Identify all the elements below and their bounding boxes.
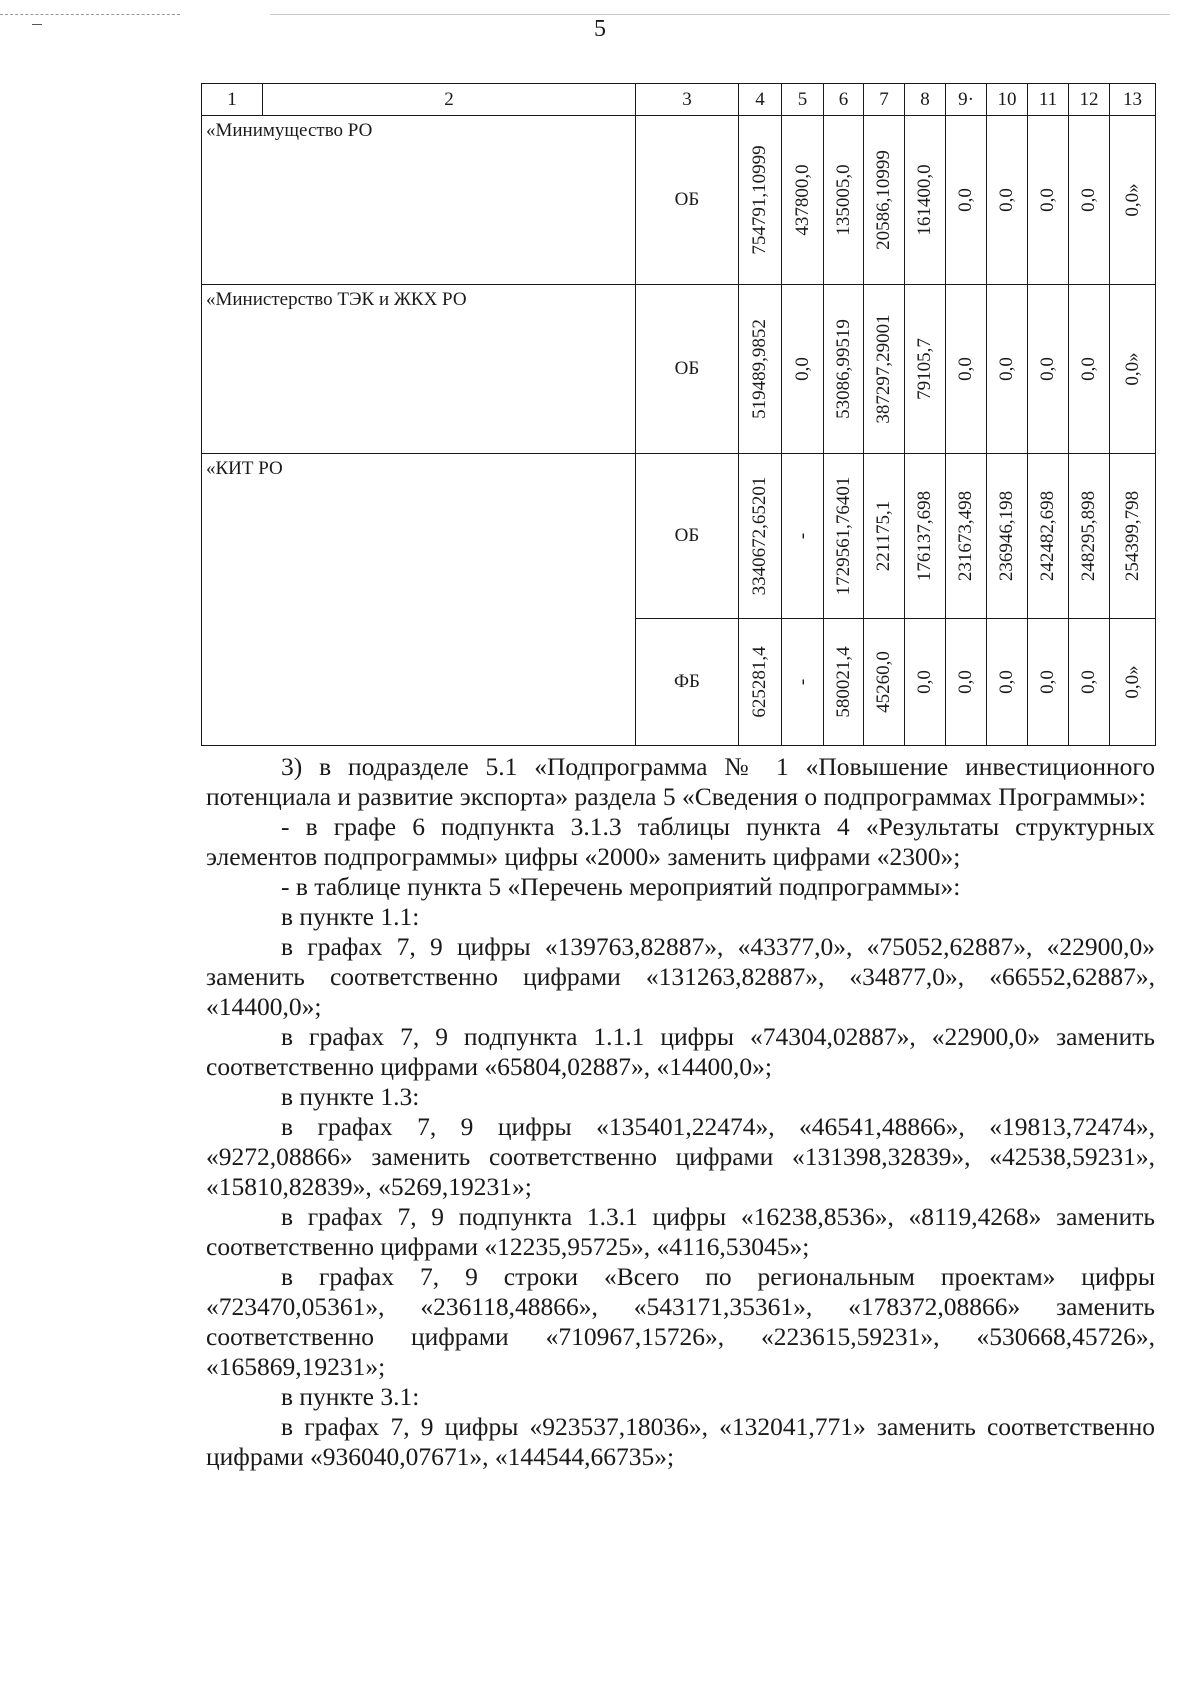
value-cell [905, 116, 946, 285]
value-text: 0,0 [955, 670, 976, 694]
value-text: 79105,7 [914, 338, 935, 400]
value-text: 0,0 [996, 188, 1017, 212]
source-cell: ФБ [636, 619, 739, 746]
paragraph: - в таблице пункта 5 «Перечень мероприятий подпрограммы»: [281, 872, 961, 901]
value-text: 242482,698 [1037, 490, 1058, 582]
value-text: 0,0 [996, 357, 1017, 381]
header-cell: 1 [202, 84, 263, 116]
header-cell: 10 [987, 84, 1028, 116]
value-cell [864, 285, 905, 454]
value-text: 580021,4 [832, 646, 854, 718]
paragraph: в пункте 1.1: [281, 902, 420, 931]
value-cell [864, 116, 905, 285]
value-cell [824, 454, 864, 619]
value-text: 0,0 [914, 670, 935, 694]
header-cell: 8 [905, 84, 946, 116]
value-text: 0,0 [955, 357, 976, 381]
value-cell [987, 454, 1028, 619]
value-text: 0,0 [955, 188, 976, 212]
value-text: - [791, 532, 813, 540]
value-text: 0,0 [1078, 670, 1099, 694]
scan-edge-left [0, 14, 180, 15]
table-header-row [202, 84, 1156, 116]
value-cell [782, 454, 824, 619]
value-text: 754791,10999 [749, 145, 770, 255]
table-row [202, 454, 1156, 619]
value-text: 519489,9852 [749, 319, 770, 419]
value-cell [905, 454, 946, 619]
value-text: 0,0» [1121, 352, 1143, 386]
value-cell [905, 619, 946, 746]
value-text: - [791, 678, 813, 686]
value-cell [864, 619, 905, 746]
paragraph: в графах 7, 9 цифры «923537,18036», «132041,771» заменить соответственно цифрами «936040,07671», «144544,66735»; [206, 1412, 1155, 1471]
value-text: 437800,0 [791, 164, 813, 236]
header-cell: 12 [1069, 84, 1110, 116]
value-text: 221175,1 [873, 500, 894, 572]
scan-edge-right [270, 14, 1170, 15]
header-cell: 9· [946, 84, 987, 116]
value-cell [739, 116, 782, 285]
paragraph: в графах 7, 9 строки «Всего по региональным проектам» цифры «723470,05361», «236118,48866», «543171,35361», «178372,08866» заменить соответственно цифрами «710967,15726», «223615,59231», «530668,45726», «165869,19231»; [206, 1262, 1155, 1381]
value-cell [946, 454, 987, 619]
header-cell: 5 [782, 84, 824, 116]
value-text: 0,0 [1078, 188, 1099, 212]
entity-cell: «КИТ РО [202, 454, 636, 746]
value-text: 20586,10999 [873, 150, 894, 250]
value-cell [782, 116, 824, 285]
paragraph: в графах 7, 9 подпункта 1.1.1 цифры «74304,02887», «22900,0» заменить соответственно цифрами «65804,02887», «14400,0»; [206, 1022, 1155, 1081]
value-text: 231673,498 [955, 490, 976, 582]
paragraph: в пункте 3.1: [281, 1382, 420, 1411]
source-cell: ОБ [636, 116, 739, 285]
value-cell [739, 454, 782, 619]
value-cell [946, 285, 987, 454]
header-cell: 13 [1110, 84, 1156, 116]
value-cell [864, 454, 905, 619]
value-cell [739, 285, 782, 454]
value-cell [1028, 116, 1069, 285]
value-text: 0,0 [1037, 188, 1058, 212]
table-row [202, 116, 1156, 285]
value-text: 0,0 [996, 670, 1017, 694]
value-cell [1028, 454, 1069, 619]
value-cell [1028, 619, 1069, 746]
header-cell: 2 [263, 84, 636, 116]
header-cell: 6 [824, 84, 864, 116]
header-cell: 11 [1028, 84, 1069, 116]
value-text: 0,0 [1078, 357, 1099, 381]
page-number: 5 [594, 16, 606, 42]
source-cell: ОБ [636, 454, 739, 619]
value-cell [905, 285, 946, 454]
entity-cell: «Министерство ТЭК и ЖКХ РО [202, 285, 636, 454]
value-cell [946, 619, 987, 746]
value-cell [824, 285, 864, 454]
value-text: 387297,29001 [873, 314, 894, 424]
value-text: 1729561,76401 [832, 476, 854, 596]
value-text: 161400,0 [914, 164, 935, 236]
value-cell [739, 619, 782, 746]
value-cell [782, 285, 824, 454]
header-cell: 7 [864, 84, 905, 116]
value-cell [1110, 116, 1156, 285]
value-cell [1028, 285, 1069, 454]
table-row [202, 285, 1156, 454]
value-text: 254399,798 [1121, 490, 1143, 582]
value-text: 0,0» [1121, 183, 1143, 217]
source-cell: ОБ [636, 285, 739, 454]
value-cell [1110, 285, 1156, 454]
value-text: 0,0» [1121, 665, 1143, 699]
value-text: 176137,698 [914, 490, 935, 582]
value-text: 625281,4 [749, 646, 770, 718]
paragraph: в графах 7, 9 цифры «139763,82887», «43377,0», «75052,62887», «22900,0» заменить соответственно цифрами «131263,82887», «34877,0», «66552,62887», «14400,0»; [206, 932, 1155, 1021]
value-text: 236946,198 [996, 490, 1017, 582]
value-text: 53086,99519 [832, 319, 854, 419]
value-cell [1110, 454, 1156, 619]
value-text: 0,0 [1037, 670, 1058, 694]
value-cell [987, 116, 1028, 285]
value-cell [1110, 619, 1156, 746]
value-text: 0,0 [791, 357, 813, 381]
header-cell: 3 [636, 84, 739, 116]
amendment-text [206, 752, 1155, 1472]
value-cell [1069, 619, 1110, 746]
entity-cell: «Минимущество РО [202, 116, 636, 285]
value-cell [824, 619, 864, 746]
value-cell [1069, 454, 1110, 619]
value-cell [987, 619, 1028, 746]
value-text: 248295,898 [1078, 490, 1099, 582]
value-cell [946, 116, 987, 285]
value-text: 45260,0 [873, 651, 894, 713]
value-text: 135005,0 [832, 164, 854, 236]
value-cell [1069, 285, 1110, 454]
value-cell [824, 116, 864, 285]
paragraph: в графах 7, 9 подпункта 1.3.1 цифры «16238,8536», «8119,4268» заменить соответственно цифрами «12235,95725», «4116,53045»; [206, 1202, 1155, 1261]
value-text: 0,0 [1037, 357, 1058, 381]
header-cell: 4 [739, 84, 782, 116]
value-cell [987, 285, 1028, 454]
budget-table [201, 83, 1156, 746]
paragraph: в графах 7, 9 цифры «135401,22474», «46541,48866», «19813,72474», «9272,08866» заменить соответственно цифрами «131398,32839», «42538,59231», «15810,82839», «5269,19231»; [206, 1112, 1155, 1201]
value-cell [1069, 116, 1110, 285]
paragraph: 3) в подразделе 5.1 «Подпрограмма № 1 «Повышение инвестиционного потенциала и развитие экспорта» раздела 5 «Сведения о подпрограммах Программы»: [206, 752, 1155, 811]
paragraph: - в графе 6 подпункта 3.1.3 таблицы пункта 4 «Результаты структурных элементов подпрограммы» цифры «2000» заменить цифрами «2300»; [206, 812, 1155, 871]
value-text: 3340672,65201 [749, 476, 770, 596]
paragraph: в пункте 1.3: [281, 1082, 420, 1111]
value-cell [782, 619, 824, 746]
